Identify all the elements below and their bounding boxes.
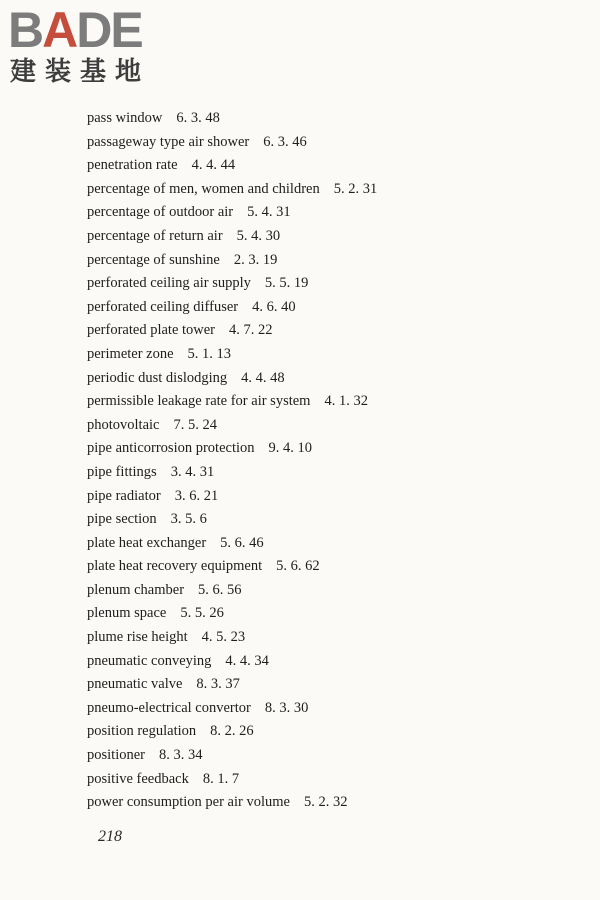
index-entry (87, 555, 377, 579)
index-entry (87, 249, 377, 273)
index-entry (87, 720, 377, 744)
index-term: pneumo-electrical convertor (87, 699, 251, 716)
index-reference: 7. 5. 24 (173, 416, 217, 433)
index-term: perforated plate tower (87, 322, 216, 339)
index-reference: 4. 5. 23 (201, 629, 246, 646)
index-entry (87, 485, 377, 509)
index-term: periodic dust dislodging (87, 369, 228, 386)
index-reference: 9. 4. 10 (268, 440, 313, 457)
index-term: percentage of men, women and children (87, 180, 320, 197)
index-entry (87, 343, 377, 367)
index-term: position regulation (87, 723, 197, 740)
index-reference: 5. 2. 32 (303, 794, 348, 811)
index-reference: 5. 4. 31 (247, 204, 291, 221)
logo-chinese-text: 建装基地 (10, 57, 151, 87)
index-entry (87, 579, 377, 603)
index-term: perforated ceiling air supply (87, 275, 251, 292)
index-reference: 4. 1. 32 (324, 393, 368, 410)
index-reference: 4. 4. 48 (241, 369, 285, 386)
index-reference: 8. 3. 37 (196, 676, 240, 693)
index-term: positive feedback (87, 770, 189, 787)
index-reference: 4. 4. 34 (225, 652, 269, 669)
logo-letter-a: A (42, 2, 77, 58)
index-term: plenum space (87, 605, 167, 622)
index-term: pipe radiator (87, 487, 161, 504)
index-entry (87, 414, 377, 438)
index-reference: 5. 6. 46 (220, 534, 264, 551)
index-reference: 4. 4. 44 (191, 157, 236, 174)
index-reference: 3. 6. 21 (174, 487, 219, 504)
index-entry (87, 107, 377, 131)
index-reference: 4. 7. 22 (229, 322, 273, 339)
logo-letter-b: B (8, 2, 43, 58)
index-term: pipe fittings (87, 463, 157, 480)
index-entry (87, 319, 377, 343)
index-entry (87, 272, 377, 296)
index-term: percentage of return air (87, 227, 223, 244)
index-entry (87, 650, 377, 674)
page-number: 218 (98, 828, 122, 845)
index-reference: 5. 5. 26 (180, 605, 224, 622)
index-reference: 5. 6. 62 (276, 558, 320, 575)
index-entry (87, 508, 377, 532)
index-reference: 3. 5. 6 (170, 511, 207, 528)
index-reference: 5. 2. 31 (333, 180, 378, 197)
index-term: passageway type air shower (87, 133, 250, 150)
index-reference: 4. 6. 40 (252, 298, 296, 315)
index-entry (87, 532, 377, 556)
index-entry (87, 791, 377, 815)
index-reference: 8. 2. 26 (210, 723, 254, 740)
index-reference: 8. 1. 7 (202, 770, 240, 787)
index-term: percentage of outdoor air (87, 204, 234, 221)
logo-letters-de: DE (76, 2, 142, 58)
index-entry (87, 390, 377, 414)
index-term: permissible leakage rate for air system (87, 393, 311, 410)
index-term: positioner (87, 747, 145, 764)
index-entry (87, 437, 377, 461)
index-term: pipe section (87, 511, 157, 528)
index-entry (87, 768, 377, 792)
index-entry (87, 367, 377, 391)
index-reference: 8. 3. 30 (264, 699, 309, 716)
index-reference: 5. 1. 13 (187, 345, 232, 362)
index-reference: 5. 6. 56 (198, 581, 242, 598)
index-term: plate heat recovery equipment (87, 558, 263, 575)
index-reference: 6. 3. 48 (176, 110, 220, 126)
logo-wordmark (8, 4, 142, 56)
index-term: pneumatic valve (87, 676, 183, 693)
index-reference: 5. 5. 19 (264, 275, 309, 292)
index-term: perforated ceiling diffuser (87, 298, 239, 315)
index-term: plate heat exchanger (87, 534, 207, 551)
index-reference: 3. 4. 31 (170, 463, 215, 480)
index-term: pneumatic conveying (87, 652, 212, 669)
index-entry (87, 673, 377, 697)
index-term: pass window (87, 110, 163, 126)
index-term: penetration rate (87, 157, 178, 174)
index-entry (87, 744, 377, 768)
index-entry (87, 461, 377, 485)
index-entry (87, 296, 377, 320)
index-entry (87, 154, 377, 178)
index-term: plume rise height (87, 629, 188, 646)
index-term: photovoltaic (87, 416, 160, 433)
index-entry (87, 225, 377, 249)
index-reference: 2. 3. 19 (233, 251, 278, 268)
index-entry (87, 697, 377, 721)
index-term: percentage of sunshine (87, 251, 220, 268)
index-entry-list (87, 107, 377, 815)
index-term: plenum chamber (87, 581, 185, 598)
index-term: perimeter zone (87, 345, 174, 362)
index-entry (87, 626, 377, 650)
index-reference: 8. 3. 34 (159, 747, 203, 764)
logo (8, 4, 188, 90)
index-entry (87, 131, 377, 155)
index-reference: 5. 4. 30 (236, 227, 281, 244)
index-term: power consumption per air volume (87, 794, 290, 811)
index-reference: 6. 3. 46 (263, 133, 307, 150)
index-entry (87, 201, 377, 225)
index-entry (87, 602, 377, 626)
index-term: pipe anticorrosion protection (87, 440, 255, 457)
index-entry (87, 178, 377, 202)
